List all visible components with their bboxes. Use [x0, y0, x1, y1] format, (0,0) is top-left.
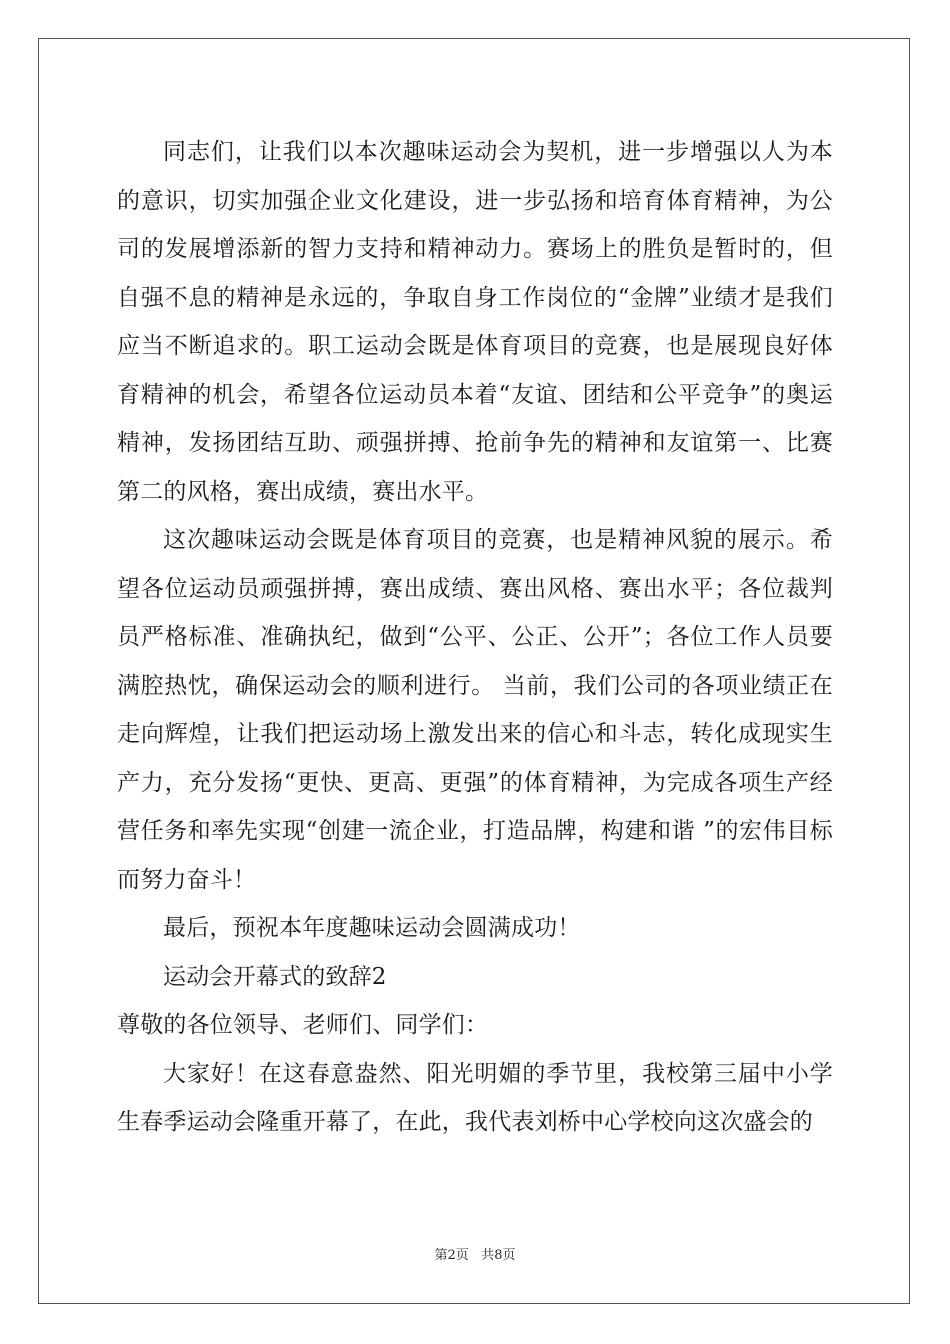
salutation: 尊敬的各位领导、老师们、同学们： [117, 1012, 489, 1038]
section-heading: 运动会开幕式的致辞2 [163, 963, 387, 990]
page-number: 第2页 [434, 1248, 469, 1263]
document-body [117, 128, 833, 1147]
paragraph-closing-speech: 同志们，让我们以本次趣味运动会为契机，进一步增强以人为本的意识，切实加强企业文化建设，进一步弘扬和培育体育精神，为公司的发展增添新的智力支持和精神动力。赛场上的胜负是暂时的，但自强不息的精神是永远的，争取自身工作岗位的“金牌”业绩才是我们应当不断追求的。职工运动会既是体育项目的竞赛，也是展现良好体育精神的机会，希望各位运动员本着“友谊、团结和公平竞争”的奥运精神，发扬团结互助、顽强拼搏、抢前争先的精神和友谊第一、比赛第二的风格，赛出成绩，赛出水平。 [117, 139, 833, 505]
paragraph-games-expectations: 这次趣味运动会既是体育项目的竞赛，也是精神风貌的展示。希望各位运动员顽强拼搏，赛出成绩、赛出风格、赛出水平；各位裁判员严格标准、准确执纪，做到“公平、公正、公开”；各位工作人员要满腔热忱，确保运动会的顺利进行。 当前，我们公司的各项业绩正在走向辉煌，让我们把运动场上激发出来的信心和斗志，转化成现实生产力，充分发扬“更快、更高、更强”的体育精神，为完成各项生产经营任务和率先实现“创建一流企业，打造品牌，构建和谐 ”的宏伟目标而努力奋斗！ [117, 527, 833, 893]
paragraph-final-wish: 最后，预祝本年度趣味运动会圆满成功！ [163, 915, 581, 941]
total-pages: 共8页 [481, 1248, 516, 1263]
paragraph-opening-greeting: 大家好！在这春意盎然、阳光明媚的季节里，我校第三届中小学生春季运动会隆重开幕了，在此，我代表刘桥中心学校向这次盛会的 [117, 1060, 833, 1135]
page-footer [0, 1244, 950, 1263]
